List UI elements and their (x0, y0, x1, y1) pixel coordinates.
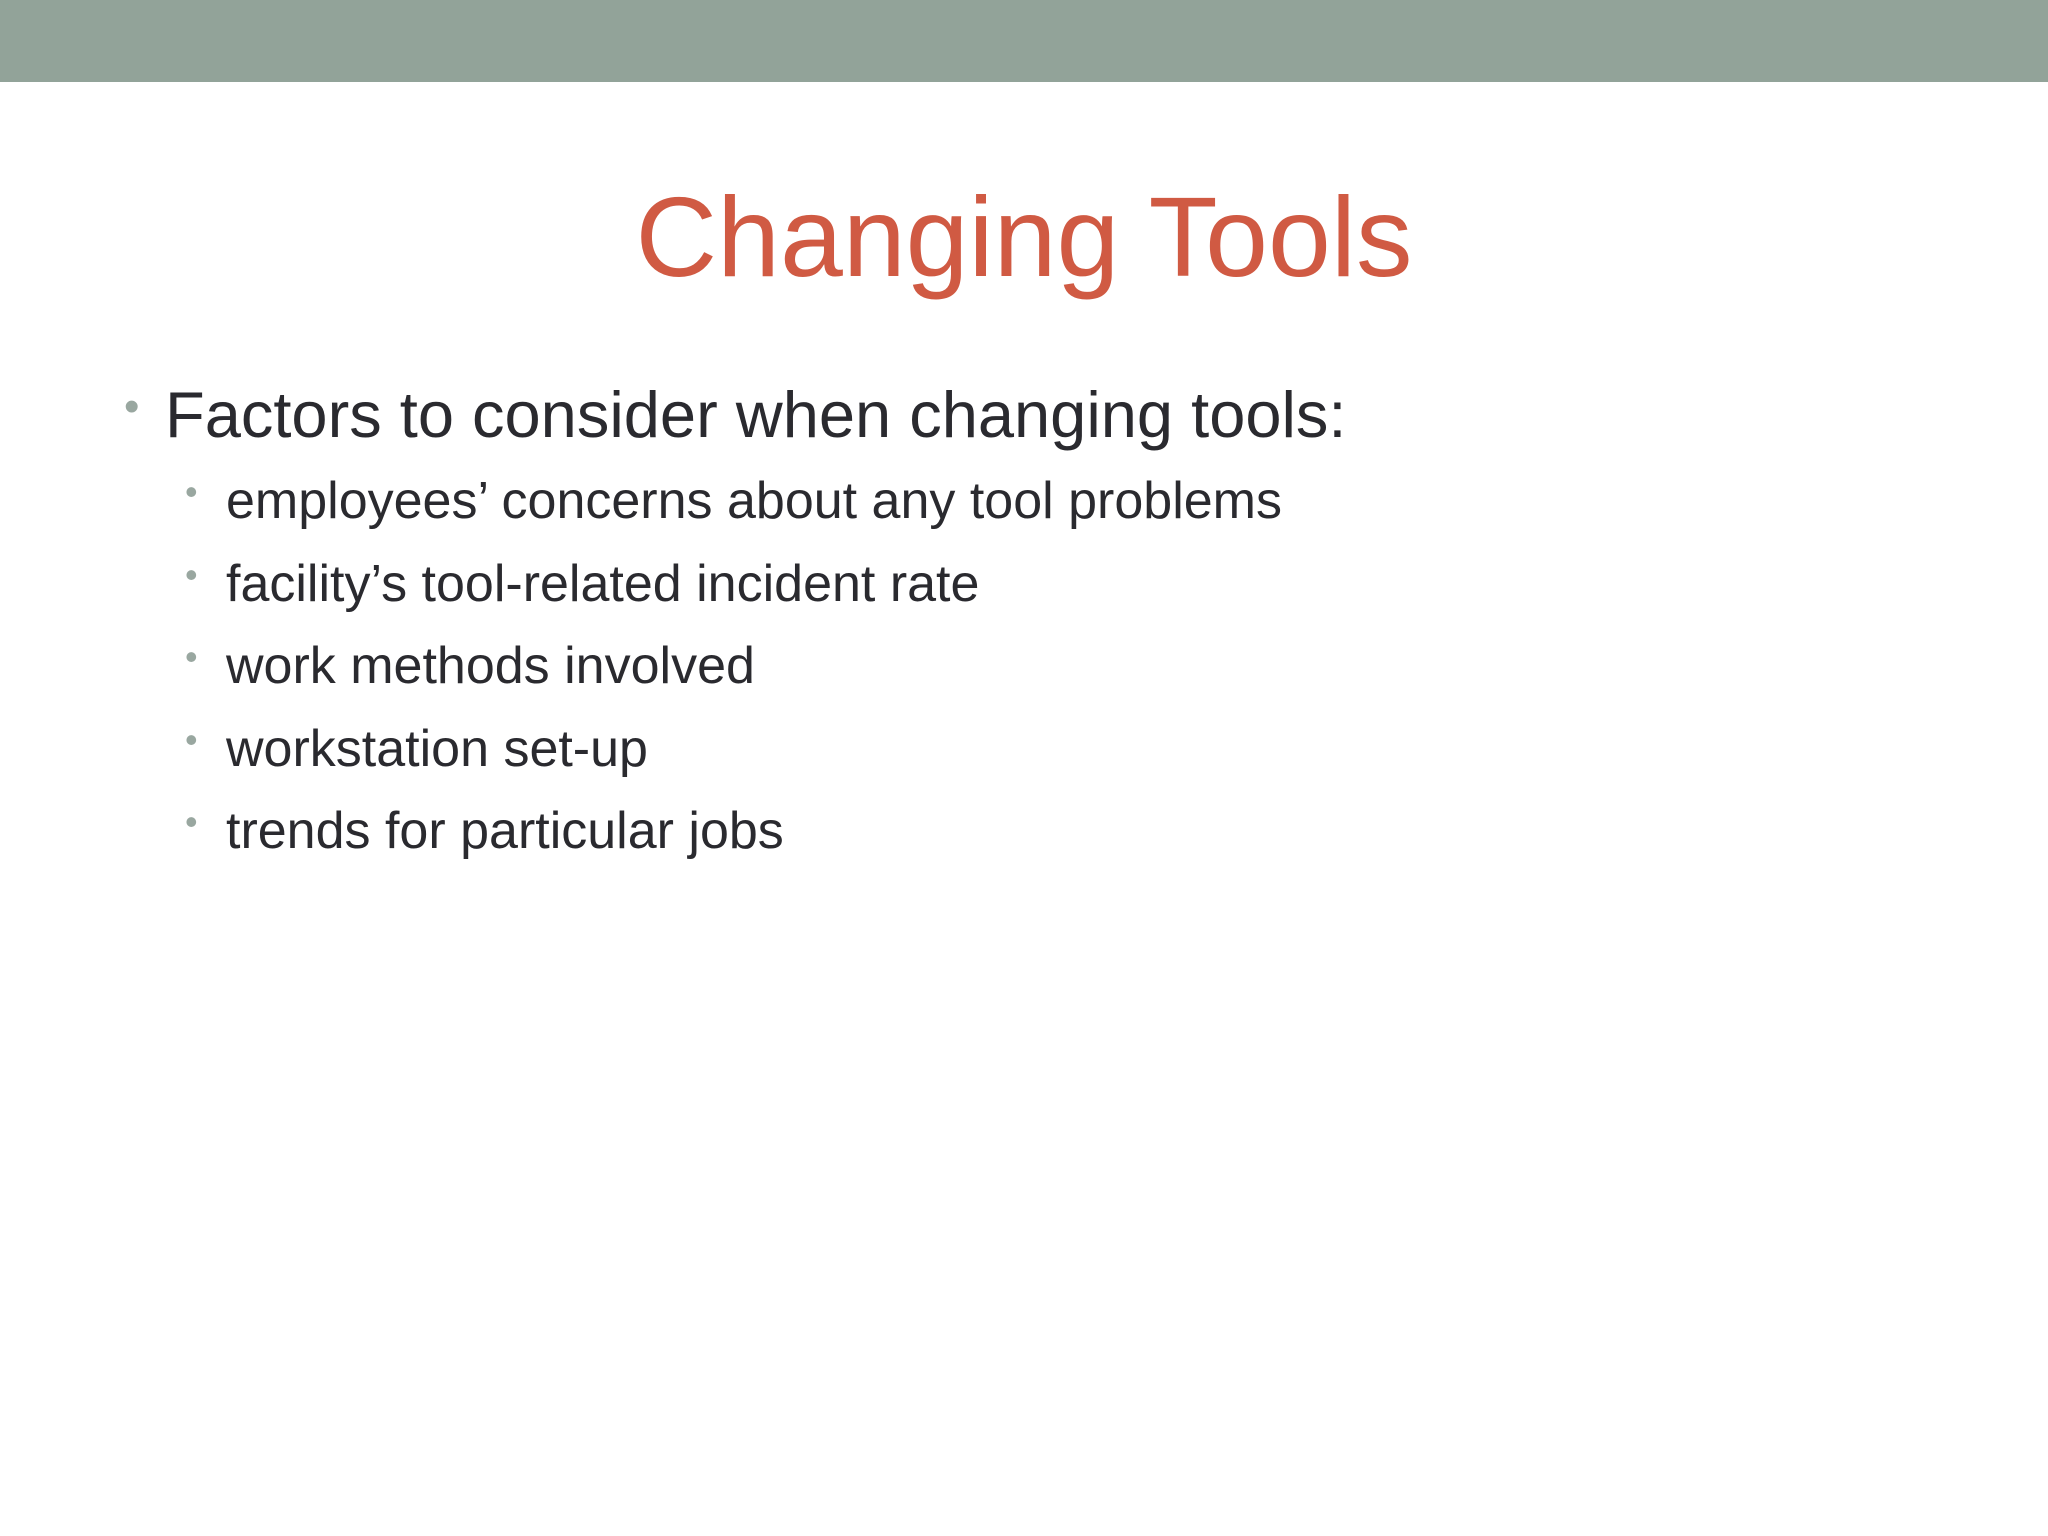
sub-bullet-item (185, 460, 1944, 543)
bullet-dot-icon: • (185, 636, 198, 677)
sub-bullet-item (185, 543, 1944, 626)
sub-bullet-item (185, 790, 1944, 873)
bullet-dot-icon: • (185, 471, 198, 512)
sub-bullet-item (185, 625, 1944, 708)
sub-bullet-text: trends for particular jobs (226, 802, 784, 860)
sub-bullet-text: workstation set-up (226, 719, 648, 778)
sub-bullet-text: employees’ concerns about any tool problems (226, 472, 1282, 530)
slide-top-band (0, 0, 2048, 82)
bullet-dot-icon: • (124, 382, 140, 431)
sub-bullet-text: work methods involved (226, 637, 755, 695)
bullet-dot-icon: • (185, 801, 198, 842)
bullet-dot-icon: • (185, 718, 198, 760)
slide-content (124, 372, 1944, 873)
sub-bullet-text: facility’s tool-related incident rate (226, 554, 980, 613)
main-bullet-text: Factors to consider when changing tools: (165, 378, 1347, 451)
sub-bullet-item (185, 708, 1944, 791)
main-bullet-item (124, 372, 1944, 458)
bullet-dot-icon: • (185, 553, 198, 595)
slide-title: Changing Tools (635, 174, 1413, 300)
